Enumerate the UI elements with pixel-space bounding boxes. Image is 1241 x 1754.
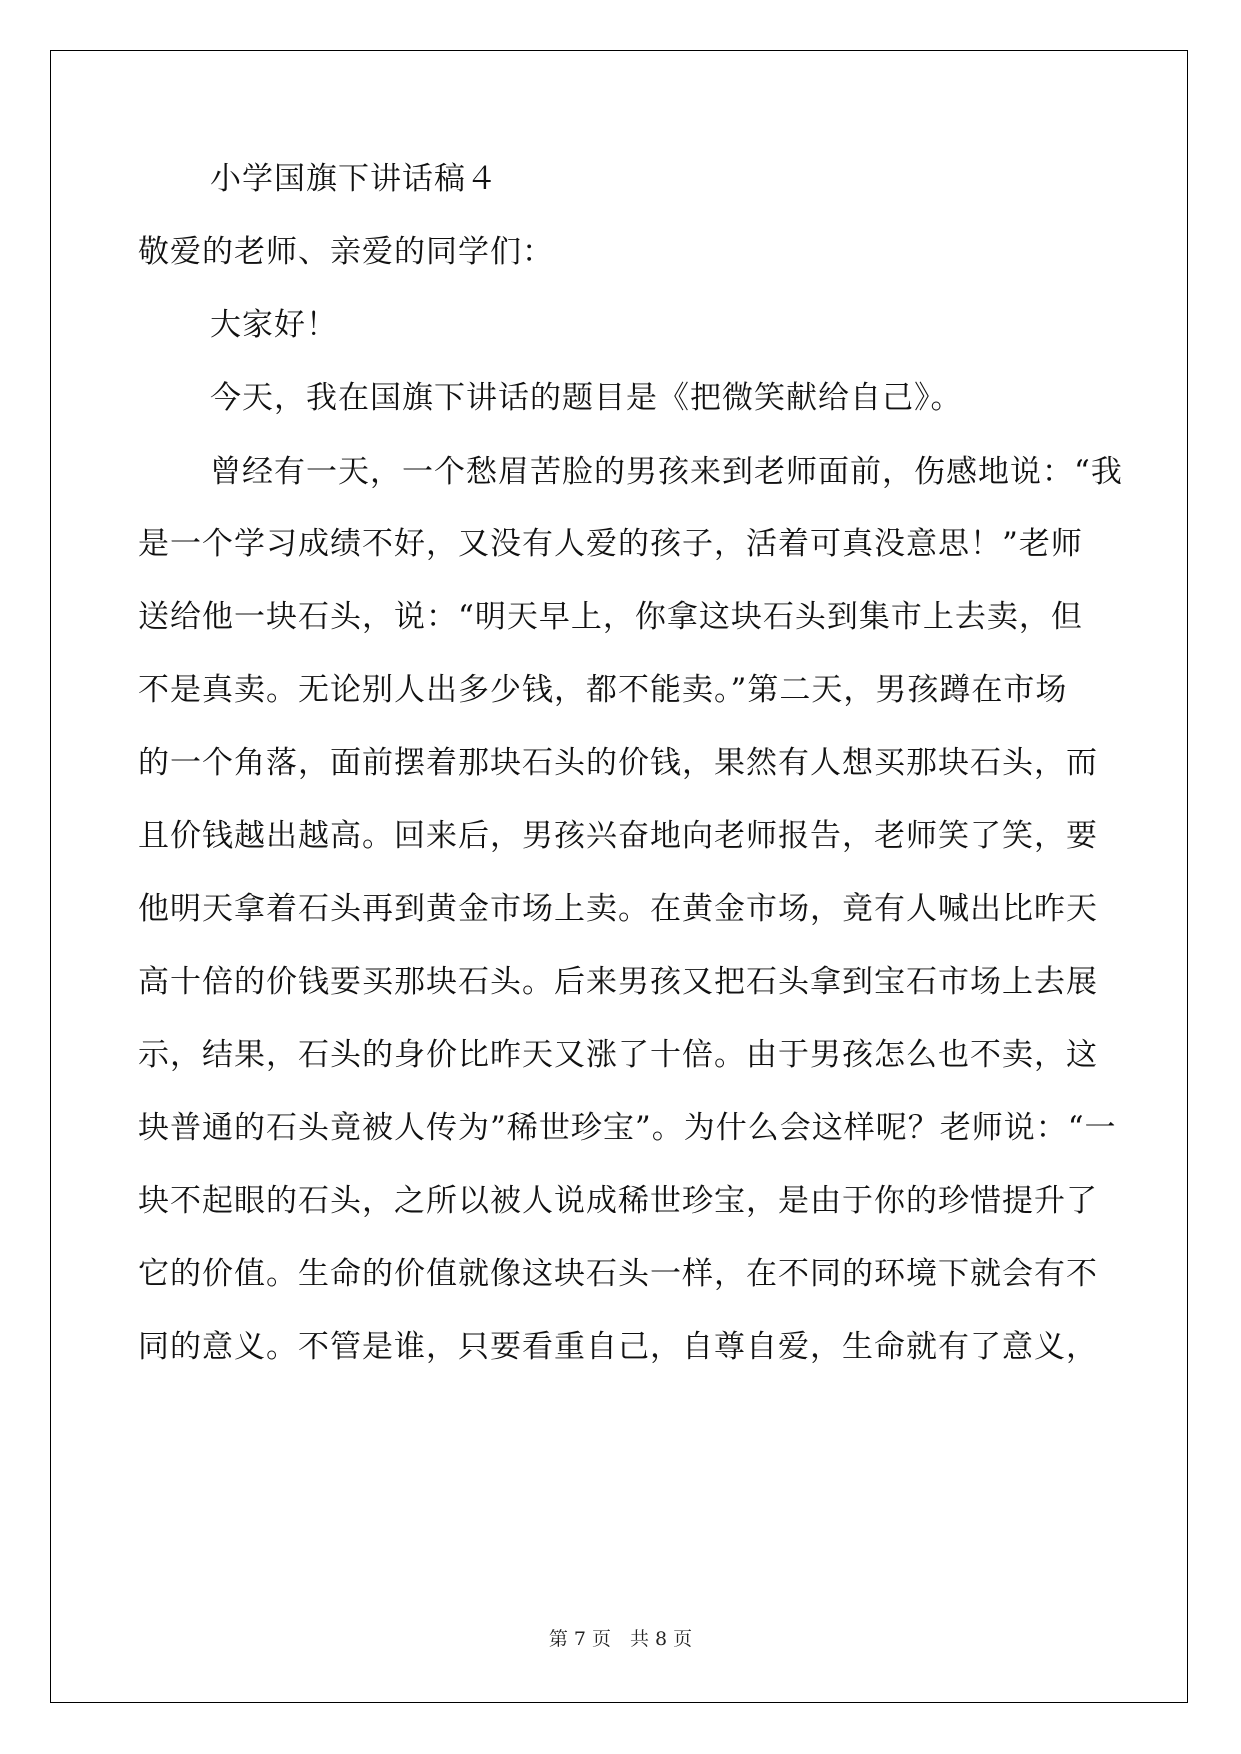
greeting: 大家好！	[210, 307, 338, 343]
document-title: 小学国旗下讲话稿４	[210, 161, 498, 197]
body-line: 他明天拿着石头再到黄金市场上卖。在黄金市场，竟有人喊出比昨天	[138, 891, 1098, 927]
page-number-footer: 第 7 页 共 8 页	[548, 1628, 693, 1650]
page-border	[50, 50, 1188, 1703]
body-line: 的一个角落，面前摆着那块石头的价钱，果然有人想买那块石头，而	[138, 745, 1098, 781]
body-line: 块不起眼的石头，之所以被人说成稀世珍宝，是由于你的珍惜提升了	[138, 1183, 1098, 1219]
body-line: 示，结果，石头的身价比昨天又涨了十倍。由于男孩怎么也不卖，这	[138, 1037, 1098, 1073]
body-line: 同的意义。不管是谁，只要看重自己，自尊自爱，生命就有了意义，	[138, 1329, 1098, 1365]
salutation: 敬爱的老师、亲爱的同学们：	[138, 234, 554, 270]
intro-paragraph: 今天，我在国旗下讲话的题目是《把微笑献给自己》。	[210, 380, 963, 416]
body-line: 是一个学习成绩不好，又没有人爱的孩子，活着可真没意思！”老师	[138, 526, 1083, 562]
body-line: 高十倍的价钱要买那块石头。后来男孩又把石头拿到宝石市场上去展	[138, 964, 1098, 1000]
body-line: 它的价值。生命的价值就像这块石头一样，在不同的环境下就会有不	[138, 1256, 1098, 1292]
body-line: 且价钱越出越高。回来后，男孩兴奋地向老师报告，老师笑了笑，要	[138, 818, 1098, 854]
body-line: 不是真卖。无论别人出多少钱，都不能卖。”第二天，男孩蹲在市场	[138, 672, 1068, 708]
body-line: 块普通的石头竟被人传为”稀世珍宝”。为什么会这样呢？老师说：“一	[138, 1110, 1117, 1146]
body-line: 送给他一块石头，说：“明天早上，你拿这块石头到集市上去卖，但	[138, 599, 1083, 635]
body-line: 曾经有一天，一个愁眉苦脸的男孩来到老师面前，伤感地说：“我	[210, 454, 1123, 490]
